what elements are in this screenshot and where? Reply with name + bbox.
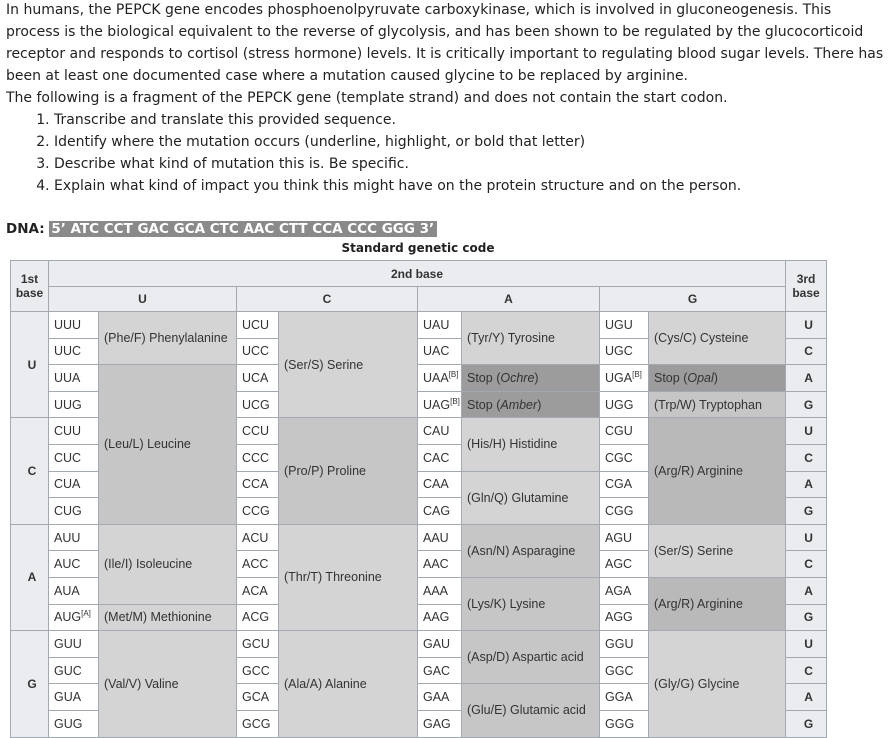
third-base-cell: C (786, 444, 827, 471)
table-row (11, 631, 827, 658)
second-base-g-header: G (600, 287, 786, 312)
codon-cell (600, 365, 649, 392)
instructions (6, 0, 886, 197)
intro-paragraph: In humans, the PEPCK gene encodes phosphoenolpyruvate carboxykinase, which is involved in gluconeogenesis. This process is the biological equivalent to the reverse of glycolysis, and has been shown to be regulated by the glucocorticoid receptor and responds to cortisol (stress hormone) levels. It is critically important to regulating blood sugar levels. There has been at least one documented case where a mutation caused glycine to be replaced by arginine. (6, 2, 884, 84)
dna-line (6, 219, 437, 239)
codon-cell: UCC (237, 338, 279, 365)
third-base-cell: A (786, 577, 827, 604)
codon-cell: GGG (600, 710, 649, 737)
codon-cell: CGG (600, 498, 649, 525)
amino-acid-cell: (His/H) Histidine (462, 418, 600, 471)
third-base-header: 3rd base (786, 261, 827, 312)
amino-acid-cell: (Thr/T) Threonine (279, 524, 418, 630)
amino-acid-cell: (Asn/N) Asparagine (462, 524, 600, 577)
ochre-label: Ochre (500, 370, 535, 385)
third-base-cell: G (786, 391, 827, 418)
table-caption: Standard genetic code (341, 241, 495, 255)
codon-cell: AGG (600, 604, 649, 631)
third-base-cell: C (786, 338, 827, 365)
second-base-u-header: U (49, 287, 237, 312)
amino-acid-cell: (Gly/G) Glycine (649, 631, 786, 737)
codon-cell: ACG (237, 604, 279, 631)
first-base-cell: C (11, 418, 49, 524)
codon-cell: UUU (49, 312, 99, 339)
footnote-mark[interactable]: [A] (81, 609, 91, 619)
codon-text: UGA (605, 370, 633, 385)
codon-cell: CGC (600, 444, 649, 471)
codon-cell: CGA (600, 471, 649, 498)
codon-text: UAA (423, 370, 449, 385)
opal-label: Opal (687, 370, 714, 385)
amino-acid-cell: (Arg/R) Arginine (649, 418, 786, 524)
codon-cell: GGC (600, 657, 649, 684)
codon-cell: AGA (600, 577, 649, 604)
third-base-cell: G (786, 604, 827, 631)
codon-cell: CCA (237, 471, 279, 498)
codon-cell: UUG (49, 391, 99, 418)
codon-cell: CUG (49, 498, 99, 525)
third-base-cell: C (786, 551, 827, 578)
amber-label: Amber (500, 397, 538, 412)
codon-cell: GGU (600, 631, 649, 658)
stop-cell: Stop (Amber) (462, 391, 600, 418)
codon-cell: UGG (600, 391, 649, 418)
footnote-mark[interactable]: [B] (632, 369, 642, 379)
codon-cell: GUG (49, 710, 99, 737)
dna-label: DNA: (6, 221, 45, 237)
footnote-mark[interactable]: [B] (448, 369, 459, 379)
codon-cell: GCG (237, 710, 279, 737)
codon-cell (49, 604, 99, 631)
fragment-paragraph: The following is a fragment of the PEPCK gene (template strand) and does not contain the start codon. (6, 90, 728, 106)
codon-text: UAG (423, 397, 451, 412)
codon-cell: CUU (49, 418, 99, 445)
third-base-cell: A (786, 684, 827, 711)
codon-cell: CAG (418, 498, 462, 525)
dna-sequence[interactable]: 5’ ATC CCT GAC GCA CTC AAC CTT CCA CCC GGG 3’ (49, 221, 437, 237)
amino-acid-cell: (Phe/F) Phenylalanine (99, 312, 237, 365)
third-base-cell: G (786, 710, 827, 737)
first-base-cell: U (11, 312, 49, 418)
codon-cell: GAG (418, 710, 462, 737)
second-base-header: 2nd base (49, 261, 786, 287)
first-base-cell: A (11, 524, 49, 630)
codon-cell: CUC (49, 444, 99, 471)
third-base-cell: A (786, 471, 827, 498)
codon-cell: AGU (600, 524, 649, 551)
codon-cell: CAC (418, 444, 462, 471)
amino-acid-cell: (Cys/C) Cysteine (649, 312, 786, 365)
first-base-cell: G (11, 631, 49, 737)
third-base-cell: C (786, 657, 827, 684)
codon-cell: AAA (418, 577, 462, 604)
codon-cell: ACU (237, 524, 279, 551)
amino-acid-cell: (Ile/I) Isoleucine (99, 524, 237, 604)
codon-cell: CUA (49, 471, 99, 498)
codon-cell: AUU (49, 524, 99, 551)
codon-cell: UGC (600, 338, 649, 365)
codon-cell: GCC (237, 657, 279, 684)
codon-cell: UAU (418, 312, 462, 339)
codon-cell: UCA (237, 365, 279, 392)
codon-cell: GCU (237, 631, 279, 658)
first-base-header: 1st base (11, 261, 49, 312)
stop-cell: Stop (Ochre) (462, 365, 600, 392)
task-item: 2. Identify where the mutation occurs (underline, highlight, or bold that letter) (54, 131, 886, 153)
codon-cell: CCC (237, 444, 279, 471)
amino-acid-cell: (Met/M) Methionine (99, 604, 237, 631)
codon-cell: CGU (600, 418, 649, 445)
codon-cell: CAA (418, 471, 462, 498)
codon-cell: CCU (237, 418, 279, 445)
codon-cell: GUA (49, 684, 99, 711)
codon-cell: UCG (237, 391, 279, 418)
codon-cell: AGC (600, 551, 649, 578)
third-base-cell: G (786, 498, 827, 525)
amino-acid-cell: (Val/V) Valine (99, 631, 237, 737)
codon-cell: AAC (418, 551, 462, 578)
codon-cell: GCA (237, 684, 279, 711)
task-item: 4. Explain what kind of impact you think this might have on the protein structure and on the person. (54, 175, 886, 197)
codon-cell: GAC (418, 657, 462, 684)
codon-cell: UCU (237, 312, 279, 339)
codon-cell: GGA (600, 684, 649, 711)
amino-acid-cell: (Glu/E) Glutamic acid (462, 684, 600, 737)
third-base-cell: A (786, 365, 827, 392)
codon-cell: CCG (237, 498, 279, 525)
amino-acid-cell: (Ala/A) Alanine (279, 631, 418, 737)
amino-acid-cell: (Gln/Q) Glutamine (462, 471, 600, 524)
second-base-a-header: A (418, 287, 600, 312)
amino-acid-cell: (Pro/P) Proline (279, 418, 418, 524)
codon-cell: GUU (49, 631, 99, 658)
codon-cell: AUC (49, 551, 99, 578)
codon-cell: UUC (49, 338, 99, 365)
codon-cell: GAU (418, 631, 462, 658)
table-row (11, 524, 827, 551)
table-row (11, 365, 827, 392)
codon-cell: GUC (49, 657, 99, 684)
codon-cell: GAA (418, 684, 462, 711)
second-base-c-header: C (237, 287, 418, 312)
codon-cell (418, 391, 462, 418)
third-base-cell: U (786, 524, 827, 551)
task-list (6, 109, 886, 197)
third-base-cell: U (786, 631, 827, 658)
codon-cell: ACC (237, 551, 279, 578)
amino-acid-cell: (Ser/S) Serine (649, 524, 786, 577)
codon-cell: CAU (418, 418, 462, 445)
amino-acid-cell: (Ser/S) Serine (279, 312, 418, 418)
stop-cell: Stop (Opal) (649, 365, 786, 392)
amino-acid-cell: (Asp/D) Aspartic acid (462, 631, 600, 684)
codon-cell: UGU (600, 312, 649, 339)
amino-acid-cell: (Leu/L) Leucine (99, 365, 237, 525)
task-item: 1. Transcribe and translate this provided sequence. (54, 109, 886, 131)
genetic-code-table (10, 260, 827, 738)
codon-cell: AUA (49, 577, 99, 604)
codon-text: AUG (54, 610, 82, 625)
codon-cell: UAC (418, 338, 462, 365)
third-base-cell: U (786, 418, 827, 445)
amino-acid-cell: (Tyr/Y) Tyrosine (462, 312, 600, 365)
codon-cell: ACA (237, 577, 279, 604)
amino-acid-cell: (Lys/K) Lysine (462, 577, 600, 630)
table-row (11, 312, 827, 339)
amino-acid-cell: (Trp/W) Tryptophan (649, 391, 786, 418)
third-base-cell: U (786, 312, 827, 339)
amino-acid-cell: (Arg/R) Arginine (649, 577, 786, 630)
codon-cell (418, 365, 462, 392)
codon-cell: AAU (418, 524, 462, 551)
codon-cell: UUA (49, 365, 99, 392)
codon-cell: AAG (418, 604, 462, 631)
task-item: 3. Describe what kind of mutation this is. Be specific. (54, 153, 886, 175)
footnote-mark[interactable]: [B] (450, 396, 460, 406)
